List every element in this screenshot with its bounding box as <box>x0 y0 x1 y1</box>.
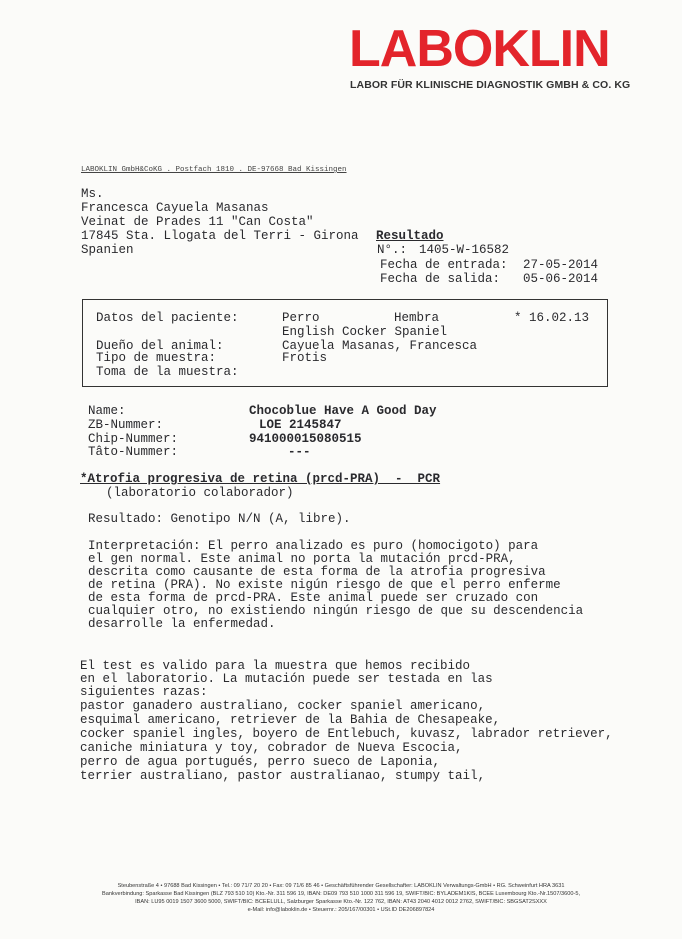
validity-line: cocker spaniel ingles, boyero de Entlebuch, kuvasz, labrador retriever, <box>80 727 613 741</box>
recipient-country: Spanien <box>81 243 134 257</box>
patient-breed: English Cocker Spaniel <box>282 325 448 339</box>
patient-sex: Hembra <box>394 311 440 325</box>
validity-line: siguientes razas: <box>80 685 208 699</box>
sample-type: Frotis <box>282 351 328 365</box>
recipient-street: Veinat de Prades 11 "Can Costa" <box>81 215 314 229</box>
footer-line: Bankverbindung: Sparkasse Bad Kissingen (BLZ 793 510 10) Kto.-Nr. 311 596 19, IBAN: DE09 793 510 1000 311 596 19, SWIFT/BIC: BYLADEM1KIS, BCEE Luxembourg Kto.-Nr.1507/3600-5, <box>101 891 581 897</box>
zb-number-label: ZB-Nummer: <box>88 418 164 432</box>
chip-number-label: Chip-Nummer: <box>88 432 179 446</box>
footer-line: Steubenstraße 4 • 97688 Bad Kissingen • Tel.: 09 71/7 20 20 • Fax: 09 71/6 85 46 • Geschäftsführender Gesellschafter: LABOKLIN Verwaltungs-GmbH • RG. Schweinfurt HRA 3631 <box>117 883 565 889</box>
tato-number-label: Tâto-Nummer: <box>88 445 179 459</box>
test-lab: (laboratorio colaborador) <box>106 486 294 500</box>
footer-line: e-Mail: info@laboklin.de • Steuernr.: 205/167/00301 • USt.ID DE206897824 <box>247 907 435 913</box>
interpretation-line: Interpretación: El perro analizado es puro (homocigoto) para <box>88 539 539 553</box>
animal-name-label: Name: <box>88 404 126 418</box>
validity-line: pastor ganadero australiano, cocker spaniel americano, <box>80 699 486 713</box>
validity-line: esquimal americano, retriever de la Bahia de Chesapeake, <box>80 713 501 727</box>
result-number: 1405-W-16582 <box>419 243 510 257</box>
sender-line: LABOKLIN GmbH&CoKG . Postfach 1810 . DE-97668 Bad Kissingen <box>81 166 347 174</box>
test-result: Resultado: Genotipo N/N (A, libre). <box>88 512 351 526</box>
owner-name: Cayuela Masanas, Francesca <box>282 339 478 353</box>
entry-date-label: Fecha de entrada: <box>380 258 508 272</box>
tato-number: --- <box>288 445 311 459</box>
exit-date: 05-06-2014 <box>523 272 599 286</box>
interpretation-line: de retina (PRA). No existe nigún riesgo de que el perro enferme <box>88 578 561 592</box>
validity-line: terrier australiano, pastor australianao, stumpy tail, <box>80 769 486 783</box>
sample-taking-label: Toma de la muestra: <box>96 365 239 379</box>
animal-name: Chocoblue Have A Good Day <box>249 404 437 418</box>
recipient-name: Francesca Cayuela Masanas <box>81 201 269 215</box>
interpretation-line: cualquier otro, no existiendo ningún riesgo de que su descendencia <box>88 604 584 618</box>
owner-label: Dueño del animal: <box>96 339 224 353</box>
validity-line: perro de agua portugués, perro sueco de Laponia, <box>80 755 441 769</box>
patient-birth: * 16.02.13 <box>514 311 590 325</box>
entry-date: 27-05-2014 <box>523 258 599 272</box>
brand-subtitle: LABOR FÜR KLINISCHE DIAGNOSTIK GMBH & CO. KG <box>350 79 631 91</box>
footer-line: IBAN: LU95 0019 1507 3600 5000, SWIFT/BIC: BCEELULL, Salzburger Sparkasse Kto.-Nr. 122 762, IBAN: AT43 2040 4012 0012 2762, SWIFT/BIC: SBGSAT2SXXX <box>135 899 547 905</box>
validity-line: en el laboratorio. La mutación puede ser testada en las <box>80 672 493 686</box>
zb-number: LOE 2145847 <box>259 418 342 432</box>
recipient-city: 17845 Sta. Llogata del Terri - Girona <box>81 229 359 243</box>
interpretation-line: el gen normal. Este animal no porta la mutación prcd-PRA, <box>88 552 516 566</box>
chip-number: 941000015080515 <box>249 432 362 446</box>
interpretation-line: de esta forma de prcd-PRA. Este animal puede ser cruzado con <box>88 591 539 605</box>
interpretation-line: desarrolle la enfermedad. <box>88 617 276 631</box>
validity-line: El test es valido para la muestra que hemos recibido <box>80 659 471 673</box>
test-title: *Atrofia progresiva de retina (prcd-PRA) - PCR <box>80 472 441 486</box>
patient-data-label: Datos del paciente: <box>96 311 239 325</box>
exit-date-label: Fecha de salida: <box>380 272 501 286</box>
validity-line: caniche miniatura y toy, cobrador de Nueva Escocia, <box>80 741 463 755</box>
interpretation-line: descrita como causante de esta forma de la atrofia progresiva <box>88 565 546 579</box>
result-number-label: N°.: <box>377 243 408 257</box>
sample-type-label: Tipo de muestra: <box>96 351 217 365</box>
result-title: Resultado <box>376 229 444 243</box>
recipient-salutation: Ms. <box>81 187 104 201</box>
patient-species: Perro <box>282 311 320 325</box>
brand-logo: LABOKLIN <box>349 20 610 78</box>
